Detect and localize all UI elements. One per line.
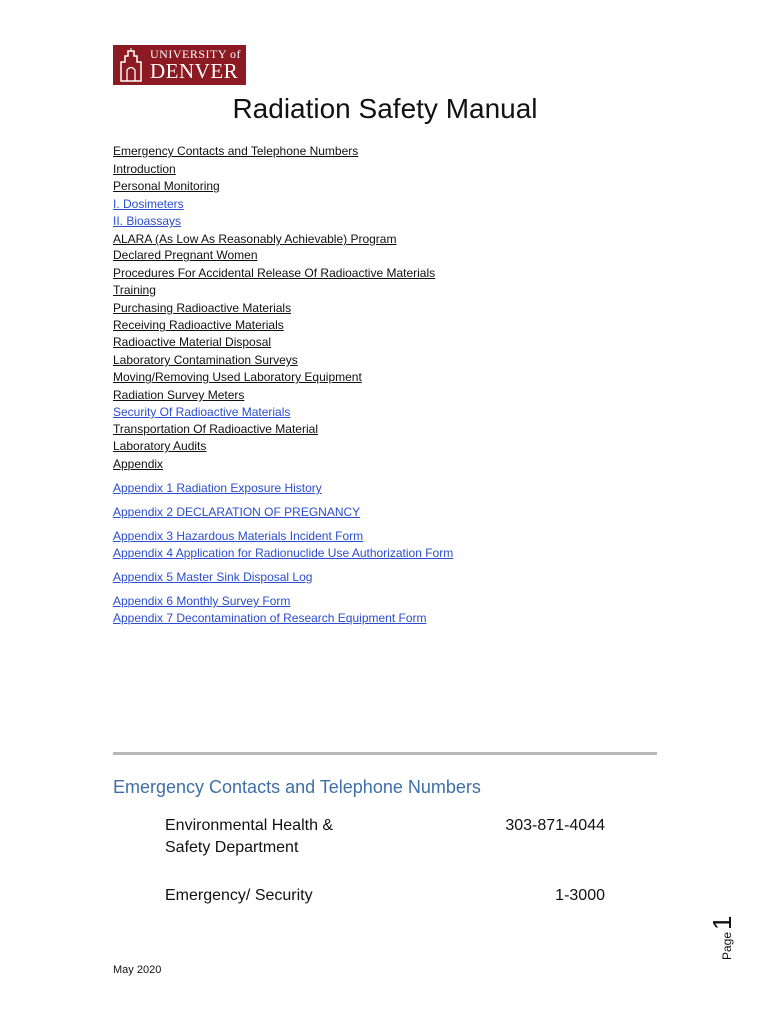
toc-link-security[interactable]: Security Of Radioactive Materials bbox=[113, 405, 291, 419]
footer-date: May 2020 bbox=[113, 964, 162, 976]
page-label-text: Page bbox=[720, 931, 734, 960]
toc-link-accidental-release[interactable]: Procedures For Accidental Release Of Radioactive Materials bbox=[113, 266, 436, 280]
contact-name-line: Emergency/ Security bbox=[165, 887, 313, 904]
toc-link-laboratory-audits[interactable]: Laboratory Audits bbox=[113, 439, 207, 453]
toc-link-appendix-7[interactable]: Appendix 7 Decontamination of Research Equipment Form bbox=[113, 611, 427, 625]
toc-link-dosimeters[interactable]: I. Dosimeters bbox=[113, 197, 184, 211]
toc-link-disposal[interactable]: Radioactive Material Disposal bbox=[113, 335, 272, 349]
logo-denver-text: DENVER bbox=[150, 59, 239, 83]
contact-name-line: Environmental Health & bbox=[165, 817, 334, 834]
contact-phone: 1-3000 bbox=[555, 887, 605, 904]
toc-link-appendix[interactable]: Appendix bbox=[113, 457, 164, 471]
toc-link-receiving[interactable]: Receiving Radioactive Materials bbox=[113, 318, 284, 332]
toc-link-declared-pregnant-women[interactable]: Declared Pregnant Women bbox=[113, 248, 258, 262]
toc-link-appendix-2[interactable]: Appendix 2 DECLARATION OF PREGNANCY bbox=[113, 505, 361, 519]
page-number-label bbox=[707, 916, 738, 961]
university-logo bbox=[113, 45, 246, 85]
toc-link-appendix-4[interactable]: Appendix 4 Application for Radionuclide Use Authorization Form bbox=[113, 546, 454, 560]
toc-link-transportation[interactable]: Transportation Of Radioactive Material bbox=[113, 422, 318, 436]
toc-link-personal-monitoring[interactable]: Personal Monitoring bbox=[113, 179, 220, 193]
toc-link-emergency-contacts[interactable]: Emergency Contacts and Telephone Numbers bbox=[113, 144, 359, 158]
toc-link-appendix-1[interactable]: Appendix 1 Radiation Exposure History bbox=[113, 481, 322, 495]
contact-name bbox=[165, 885, 385, 907]
toc-link-bioassays[interactable]: II. Bioassays bbox=[113, 214, 182, 228]
toc-link-survey-meters[interactable]: Radiation Survey Meters bbox=[113, 388, 245, 402]
page-number: 1 bbox=[707, 915, 737, 930]
document-title: Radiation Safety Manual bbox=[232, 93, 538, 124]
section-heading: Emergency Contacts and Telephone Numbers bbox=[113, 777, 481, 797]
toc-link-introduction[interactable]: Introduction bbox=[113, 162, 176, 176]
toc-link-alara-program[interactable]: ALARA (As Low As Reasonably Achievable) Program bbox=[113, 232, 397, 246]
toc-link-moving-equipment[interactable]: Moving/Removing Used Laboratory Equipment bbox=[113, 370, 362, 384]
logo-university-text: UNIVERSITY of bbox=[150, 47, 242, 61]
contact-name-line: Safety Department bbox=[165, 839, 299, 856]
university-seal-icon bbox=[116, 47, 146, 83]
toc-link-purchasing[interactable]: Purchasing Radioactive Materials bbox=[113, 301, 292, 315]
toc-link-training[interactable]: Training bbox=[113, 283, 156, 297]
toc-link-contamination-surveys[interactable]: Laboratory Contamination Surveys bbox=[113, 353, 298, 367]
contact-name bbox=[165, 815, 385, 859]
toc-link-appendix-3[interactable]: Appendix 3 Hazardous Materials Incident Form bbox=[113, 529, 364, 543]
toc-link-appendix-5[interactable]: Appendix 5 Master Sink Disposal Log bbox=[113, 570, 313, 584]
contact-phone: 303-871-4044 bbox=[505, 817, 605, 834]
section-divider bbox=[113, 752, 657, 755]
toc-link-appendix-6[interactable]: Appendix 6 Monthly Survey Form bbox=[113, 594, 291, 608]
